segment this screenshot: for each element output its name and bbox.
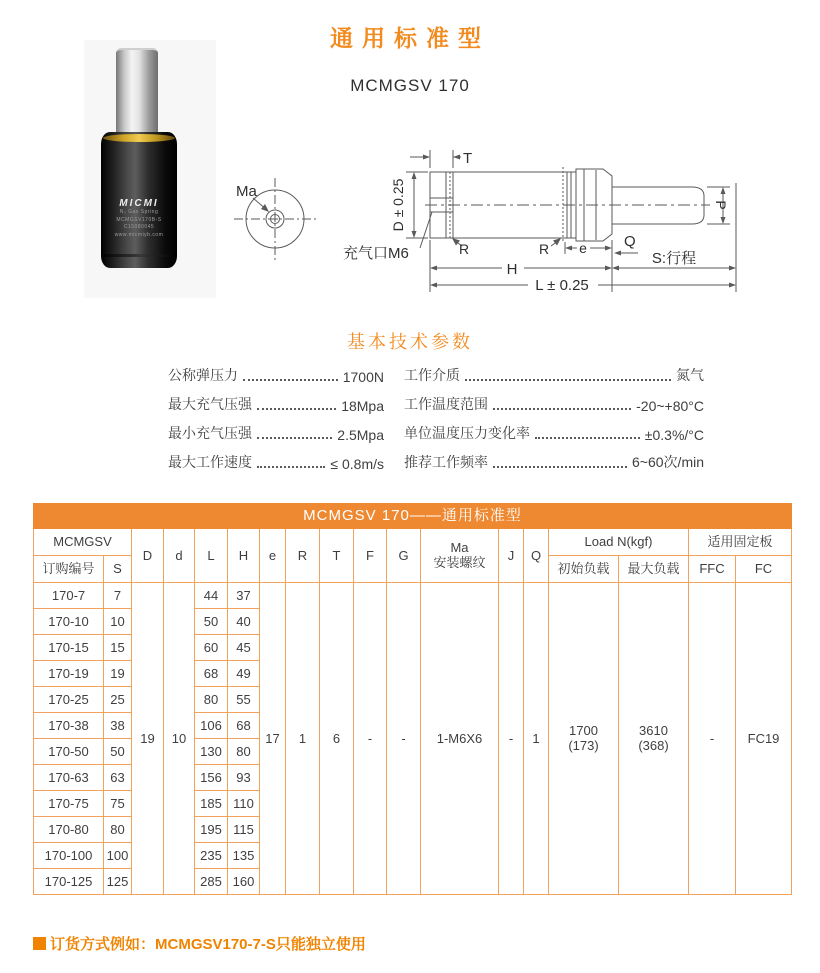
header-ma [421, 529, 499, 583]
dotted-leader [257, 437, 332, 439]
load-initial-kgf: (173) [568, 737, 599, 753]
spec-label: 单位温度压力变化率 [404, 425, 530, 441]
header-mcmgsv: MCMGSV [34, 529, 132, 556]
shared-load-initial [549, 583, 619, 895]
table-cell: 25 [104, 687, 132, 713]
dim-t: T [463, 150, 473, 167]
dotted-leader [257, 408, 336, 410]
header-J: J [499, 529, 524, 583]
header-L: L [195, 529, 228, 583]
table-cell: 135 [228, 843, 260, 869]
dim-r2: R [539, 241, 550, 257]
spec-label: 最大充气压强 [168, 396, 252, 412]
dim-q: Q [624, 233, 636, 250]
table-cell: 7 [104, 583, 132, 609]
table-cell: 68 [195, 661, 228, 687]
table-cell: 55 [228, 687, 260, 713]
dotted-leader [535, 437, 640, 439]
table-cell: 80 [228, 739, 260, 765]
header-G: G [387, 529, 421, 583]
shared-D: 19 [132, 583, 164, 895]
header-FC: FC [736, 556, 792, 583]
page-title: 通用标准型 [330, 25, 490, 51]
piston-rod [116, 48, 158, 144]
label-line: C15080045 [123, 224, 155, 230]
dim-d: D ± 0.25 [390, 178, 406, 232]
table-cell: 45 [228, 635, 260, 661]
table-cell: 40 [228, 609, 260, 635]
table-cell: 60 [195, 635, 228, 661]
table-cell: 235 [195, 843, 228, 869]
section-heading: 基本技术参数 [347, 332, 473, 352]
spec-row [404, 395, 704, 414]
spec-value: -20~+80°C [636, 398, 704, 414]
shared-R: 1 [286, 583, 320, 895]
table-cell: 106 [195, 713, 228, 739]
header-S: S [104, 556, 132, 583]
shared-Q: 1 [524, 583, 549, 895]
table-title: MCMGSV 170——通用标准型 [34, 504, 792, 529]
brand-name: MICMI [119, 198, 159, 209]
table-cell: 50 [104, 739, 132, 765]
table-cell: 170-19 [34, 661, 104, 687]
side-view-body [425, 167, 710, 243]
table-cell: 170-100 [34, 843, 104, 869]
spec-row [168, 453, 384, 472]
model-title: MCMGSV 170 [350, 76, 470, 95]
header-ma-line2: 安装螺纹 [433, 554, 486, 570]
spec-value: 18Mpa [341, 398, 384, 414]
header-ma-line1: Ma [450, 539, 469, 555]
table-cell: 170-50 [34, 739, 104, 765]
dotted-leader [493, 408, 631, 410]
dim-e: e [579, 240, 587, 256]
table-cell: 125 [104, 869, 132, 895]
shared-J: - [499, 583, 524, 895]
spec-value: 2.5Mpa [337, 427, 384, 443]
table-cell: 100 [104, 843, 132, 869]
dotted-leader [243, 379, 338, 381]
table-cell: 285 [195, 869, 228, 895]
spec-row [168, 395, 384, 414]
spec-label: 工作介质 [404, 367, 460, 383]
port-label: 充气口M6 [343, 245, 409, 262]
table-cell: 170-10 [34, 609, 104, 635]
spec-value: 氮气 [676, 367, 704, 383]
shared-d: 10 [164, 583, 195, 895]
table-cell: 170-15 [34, 635, 104, 661]
load-max-kgf: (368) [638, 737, 669, 753]
spec-row [168, 424, 384, 443]
table-cell: 68 [228, 713, 260, 739]
table-cell: 110 [228, 791, 260, 817]
shared-G: - [387, 583, 421, 895]
load-initial-value: 1700 [569, 722, 598, 738]
table-cell: 80 [104, 817, 132, 843]
table-cell: 38 [104, 713, 132, 739]
spec-value: ≤ 0.8m/s [330, 456, 384, 472]
shared-FFC: - [689, 583, 736, 895]
label-line: MCMGSV170B-S [116, 216, 162, 223]
table-cell: 93 [228, 765, 260, 791]
shared-ma: 1-M6X6 [421, 583, 499, 895]
seal-ring [103, 134, 175, 142]
shared-T: 6 [320, 583, 354, 895]
header-load-initial: 初始负载 [549, 556, 619, 583]
spec-row [168, 366, 384, 385]
dim-h: H [506, 261, 518, 278]
table-cell: 160 [228, 869, 260, 895]
table-cell: 170-38 [34, 713, 104, 739]
ma-label: Ma [236, 183, 257, 200]
table-cell: 50 [195, 609, 228, 635]
header-R: R [286, 529, 320, 583]
header-load-max: 最大负载 [619, 556, 689, 583]
table-cell: 170-7 [34, 583, 104, 609]
table-cell: 80 [195, 687, 228, 713]
spec-label: 工作温度范围 [404, 396, 488, 412]
shared-FC: FC19 [736, 583, 792, 895]
header-F: F [354, 529, 387, 583]
spec-value: ±0.3%/°C [644, 427, 704, 443]
spec-label: 推荐工作频率 [404, 454, 488, 470]
spec-label: 最小充气压强 [168, 425, 252, 441]
table-cell: 15 [104, 635, 132, 661]
header-d: d [164, 529, 195, 583]
table-cell: 170-80 [34, 817, 104, 843]
table-cell: 115 [228, 817, 260, 843]
table-cell: 10 [104, 609, 132, 635]
ordering-note-text: 订货方式例如：MCMGSV170-7-S只能独立使用 [50, 936, 366, 953]
header-D: D [132, 529, 164, 583]
header-e: e [260, 529, 286, 583]
dimension-drawing [225, 140, 800, 300]
bullet-square-icon [33, 937, 46, 950]
table-cell: 185 [195, 791, 228, 817]
header-FFC: FFC [689, 556, 736, 583]
header-plate: 适用固定板 [689, 529, 792, 556]
table-cell: 130 [195, 739, 228, 765]
header-Q: Q [524, 529, 549, 583]
specs-right-column [404, 366, 704, 472]
spec-value: 1700N [342, 369, 384, 385]
shared-e: 17 [260, 583, 286, 895]
product-label [101, 198, 177, 239]
spec-table [33, 503, 792, 895]
table-cell: 63 [104, 765, 132, 791]
specs-left-column [168, 366, 384, 472]
product-photo [84, 40, 216, 298]
table-cell: 19 [104, 661, 132, 687]
dim-r1: R [459, 241, 470, 257]
table-cell: 170-63 [34, 765, 104, 791]
spec-value: 6~60次/min [632, 454, 704, 470]
table-cell: 49 [228, 661, 260, 687]
table-cell: 156 [195, 765, 228, 791]
table-cell: 44 [195, 583, 228, 609]
spec-row [404, 366, 704, 385]
table-cell: 170-125 [34, 869, 104, 895]
table-cell: 195 [195, 817, 228, 843]
spec-label: 最大工作速度 [168, 454, 252, 470]
table-cell: 170-75 [34, 791, 104, 817]
shared-F: - [354, 583, 387, 895]
load-max-value: 3610 [639, 722, 668, 738]
header-H: H [228, 529, 260, 583]
table-cell: 75 [104, 791, 132, 817]
spec-row [404, 453, 704, 472]
dotted-leader [257, 466, 325, 468]
header-order-no: 订购编号 [34, 556, 104, 583]
table-cell: 37 [228, 583, 260, 609]
dim-l: L ± 0.25 [535, 277, 589, 294]
label-line: N₂ Gas Spring [119, 209, 159, 215]
ordering-note [33, 933, 366, 954]
dotted-leader [493, 466, 627, 468]
dotted-leader [465, 379, 671, 381]
spec-row [404, 424, 704, 443]
table-cell: 170-25 [34, 687, 104, 713]
dim-p: P [713, 200, 729, 210]
shared-load-max [619, 583, 689, 895]
spec-label: 公称弹压力 [168, 367, 238, 383]
dim-s: S:行程 [651, 250, 697, 267]
label-line: www.micmiyb.com [114, 231, 164, 238]
header-T: T [320, 529, 354, 583]
header-load: Load N(kgf) [549, 529, 689, 556]
